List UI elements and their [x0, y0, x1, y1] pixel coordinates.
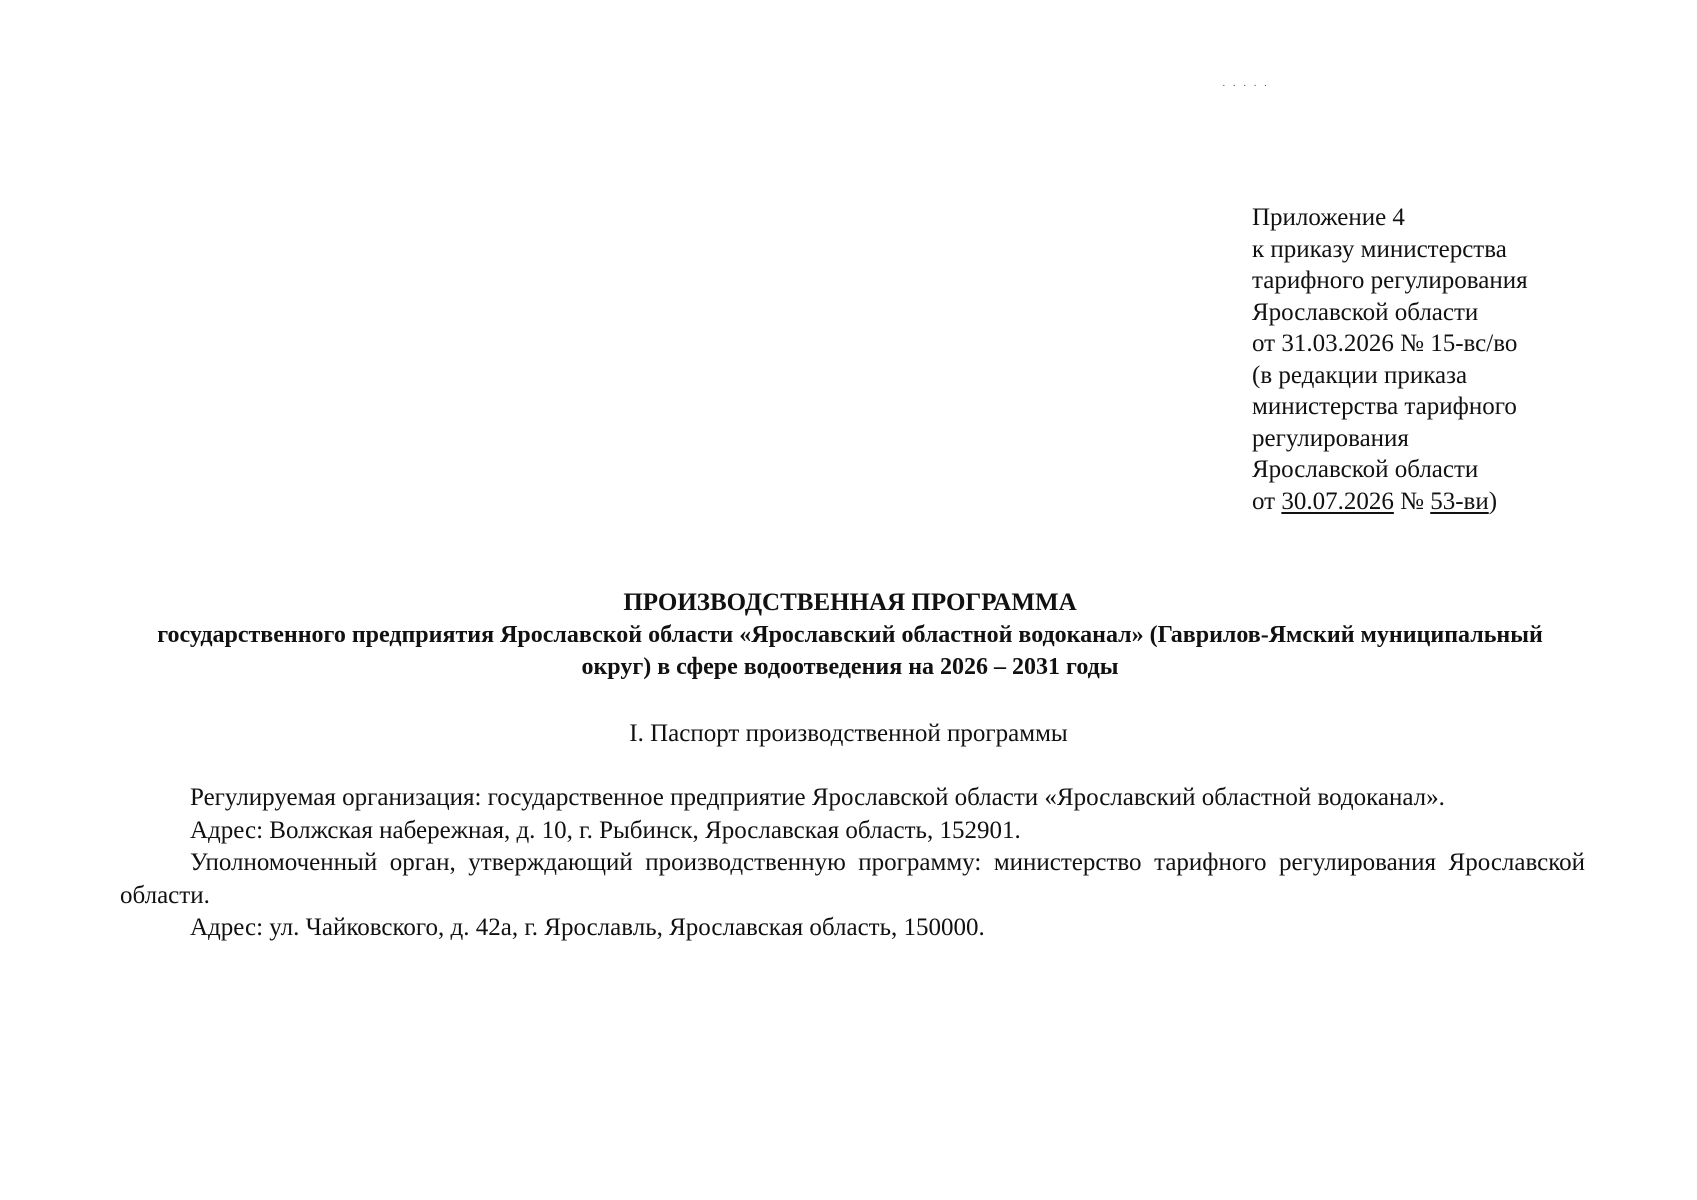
document-title-block: [120, 586, 1580, 683]
document-title: ПРОИЗВОДСТВЕННАЯ ПРОГРАММА: [623, 589, 1077, 616]
appendix-block: [1252, 202, 1672, 517]
paragraph-authorized-body: Уполномоченный орган, утверждающий производственную программу: министерство тарифного регулирования Ярославской области.: [120, 849, 1585, 909]
amendment-separator: №: [1393, 487, 1431, 515]
document-subtitle: государственного предприятия Ярославской области «Ярославский областной водоканал» (Гаврилов-Ямский муниципальный округ) в сфере водоотведения на 2026 – 2031 годы: [157, 622, 1543, 680]
appendix-line: Приложение 4: [1252, 204, 1405, 231]
amendment-number: 53-ви: [1430, 487, 1489, 515]
appendix-line: от 31.03.2026 № 15-вс/во: [1252, 330, 1518, 357]
section-heading: I. Паспорт производственной программы: [629, 720, 1068, 747]
paragraph-authority-address: Адрес: ул. Чайковского, д. 42а, г. Ярославль, Ярославская область, 150000.: [190, 914, 985, 941]
amendment-suffix: ): [1488, 487, 1498, 515]
appendix-line: (в редакции приказа: [1252, 361, 1468, 389]
body-text: [120, 782, 1585, 945]
paragraph-regulated-organization: Регулируемая организация: государственное предприятие Ярославской области «Ярославский областной водоканал».: [190, 784, 1445, 811]
scan-mark: · · · · ·: [1222, 80, 1270, 92]
appendix-line: к приказу министерства: [1252, 235, 1507, 263]
amendment-prefix: от: [1252, 487, 1282, 515]
appendix-line: тарифного регулирования: [1252, 267, 1528, 294]
appendix-line: Ярославской области: [1252, 456, 1479, 483]
amendment-date: 30.07.2026: [1281, 487, 1394, 515]
appendix-line: Ярославской области: [1252, 298, 1479, 326]
paragraph-organization-address: Адрес: Волжская набережная, д. 10, г. Рыбинск, Ярославская область, 152901.: [190, 816, 1021, 844]
appendix-line: регулирования: [1252, 424, 1409, 452]
appendix-line-amendment: [1252, 486, 1672, 518]
appendix-line: министерства тарифного: [1252, 393, 1517, 420]
